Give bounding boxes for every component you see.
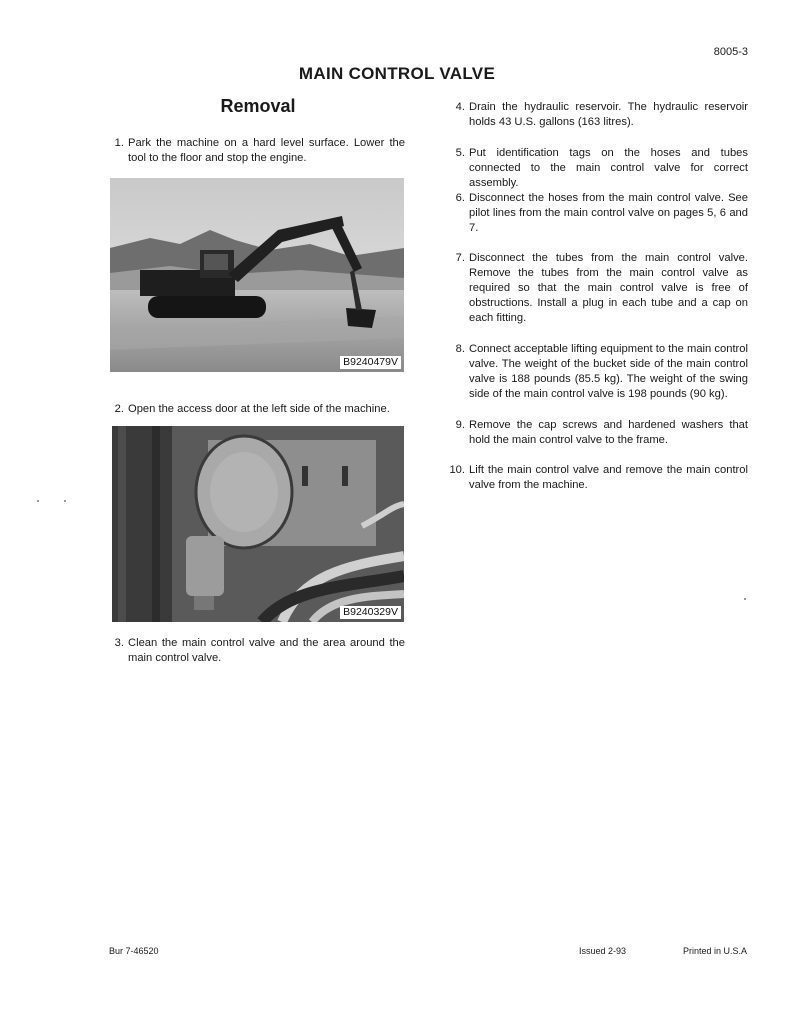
step-number: 9. xyxy=(455,419,465,431)
footer-issue-date: Issued 2-93 xyxy=(579,946,627,956)
step-number: 5. xyxy=(455,147,465,159)
scan-speck xyxy=(744,598,746,600)
step-1 xyxy=(114,136,405,166)
step-6 xyxy=(455,191,748,236)
footer-document-number: Bur 7-46520 xyxy=(109,946,159,956)
step-text: Clean the main control valve and the area around the main control valve. xyxy=(128,637,405,664)
photo-caption: B9240479V xyxy=(340,356,401,369)
step-text: Put identification tags on the hoses and tubes connected to the main control valve for correct assembly. xyxy=(469,147,748,189)
step-2 xyxy=(114,402,405,417)
step-text: Drain the hydraulic reservoir. The hydraulic reservoir holds 43 U.S. gallons (163 litres). xyxy=(469,101,748,128)
section-heading: Removal xyxy=(220,96,296,116)
step-number: 8. xyxy=(455,343,465,355)
step-8 xyxy=(455,342,748,402)
step-text: Park the machine on a hard level surface. Lower the tool to the floor and stop the engine. xyxy=(128,137,405,164)
step-text: Lift the main control valve and remove the main control valve from the machine. xyxy=(469,464,748,491)
step-number: 4. xyxy=(455,101,465,113)
step-number: 6. xyxy=(455,192,465,204)
step-7 xyxy=(455,251,748,326)
step-number: 3. xyxy=(114,637,124,649)
scan-speck xyxy=(37,500,39,502)
page-number: 8005-3 xyxy=(713,46,748,58)
step-number: 7. xyxy=(455,252,465,264)
step-10 xyxy=(449,463,748,493)
step-number: 1. xyxy=(114,137,124,149)
step-text: Disconnect the tubes from the main control valve. Remove the tubes from the main control valve as required so that the main control valve is free of obstructions. Install a plug in each tube and a cap on each fitting. xyxy=(469,252,748,324)
step-number: 2. xyxy=(114,403,124,415)
step-text: Open the access door at the left side of the machine. xyxy=(128,403,390,415)
step-4 xyxy=(455,100,748,130)
step-number: 10. xyxy=(449,464,465,476)
photo-caption: B9240329V xyxy=(340,606,401,619)
step-text: Disconnect the hoses from the main control valve. See pilot lines from the main control valve on pages 5, 6 and 7. xyxy=(469,192,748,234)
step-5 xyxy=(455,146,748,191)
scan-speck xyxy=(64,500,66,502)
step-text: Remove the cap screws and hardened washers that hold the main control valve to the frame. xyxy=(469,419,748,446)
step-text: Connect acceptable lifting equipment to the main control valve. The weight of the bucket side of the main control valve is 188 pounds (85.5 kg). The weight of the swing side of the main control valve is 198 pounds (90 kg). xyxy=(469,343,748,400)
step-9 xyxy=(455,418,748,448)
excavator-photo xyxy=(110,178,404,372)
step-3 xyxy=(114,636,405,666)
access-door-photo xyxy=(112,426,404,622)
page-title: MAIN CONTROL VALVE xyxy=(298,64,496,83)
footer-printed-location: Printed in U.S.A xyxy=(683,946,748,956)
